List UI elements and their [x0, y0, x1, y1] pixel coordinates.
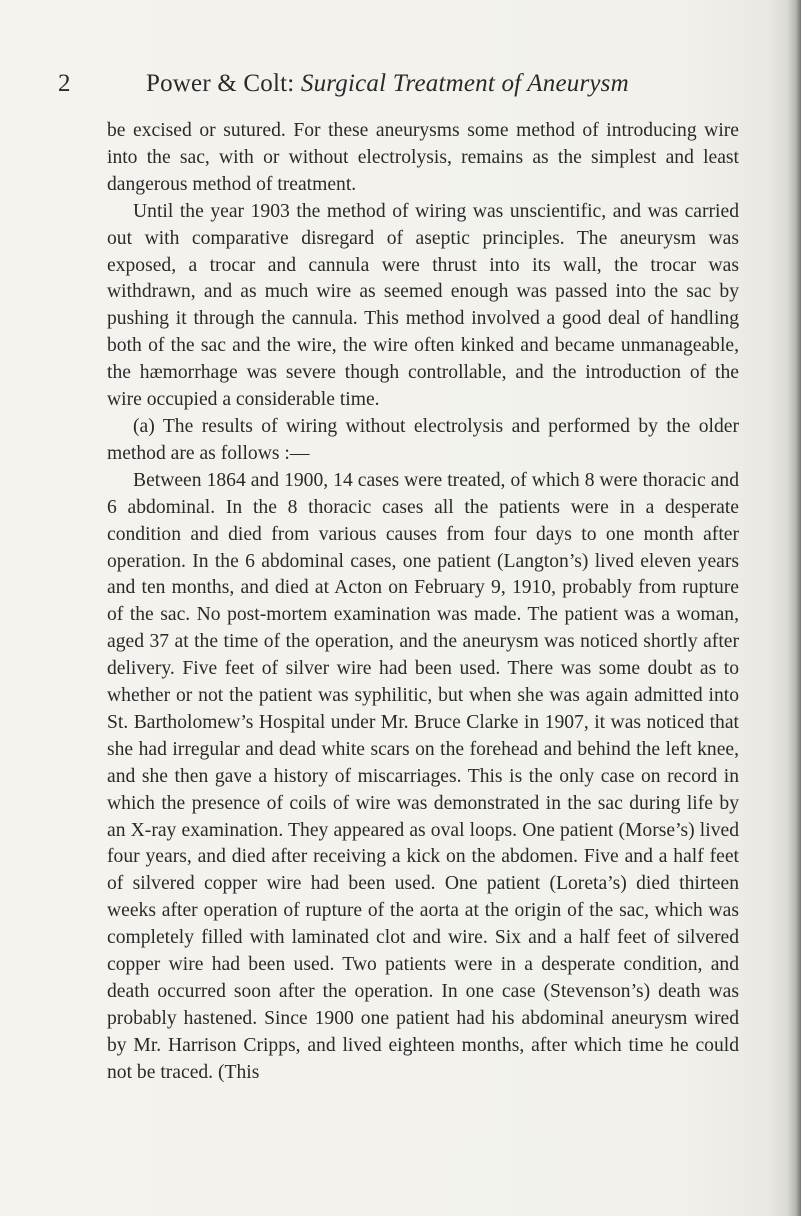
page-header: [58, 70, 758, 110]
paragraph-results-intro: (a) The results of wiring without electrolysis and performed by the older method are as follows :—: [107, 415, 739, 464]
page-edge-shadow: [787, 0, 801, 1216]
running-head-authors: Power & Colt:: [146, 70, 295, 97]
page-number: 2: [58, 70, 71, 97]
body-text: [107, 118, 739, 1087]
running-head-title: Surgical Treatment of Aneurysm: [300, 70, 629, 97]
paragraph-wiring-history: Until the year 1903 the method of wiring was unscientific, and was carried out with comparative disregard of aseptic principles. The aneurysm was exposed, a trocar and cannula were thrust into its wall, the trocar was withdrawn, and as much wire as seemed enough was passed into the sac by pushing it through the cannula. This method involved a good deal of handling both of the sac and the wire, the wire often kinked and became unmanageable, the hæmorrhage was severe though controllable, and the introduction of the wire occupied a considerable time.: [107, 200, 739, 411]
paragraph-continuation: be excised or sutured. For these aneurysms some method of introducing wire into the sac, with or without electrolysis, remains as the simplest and least dangerous method of treatment.: [107, 120, 739, 195]
paragraph-case-results: Between 1864 and 1900, 14 cases were treated, of which 8 were thoracic and 6 abdominal. In the 8 thoracic cases all the patients were in a desperate condition and died from various causes from four days to one month after operation. In the 6 abdominal cases, one patient (Langton’s) lived eleven years and ten months, and died at Acton on February 9, 1910, probably from rupture of the sac. No post-mortem examination was made. The patient was a woman, aged 37 at the time of the operation, and the aneurysm was noticed shortly after delivery. Five feet of silver wire had been used. There was some doubt as to whether or not the patient was syphilitic, but when she was again admitted into St. Bartholomew’s Hospital under Mr. Bruce Clarke in 1907, it was noticed that she had irregular and dead white scars on the forehead and behind the left knee, and she then gave a history of miscarriages. This is the only case on record in which the presence of coils of wire was demonstrated in the sac during life by an X-ray examination. They appeared as oval loops. One patient (Morse’s) lived four years, and died after receiving a kick on the abdomen. Five and a half feet of silvered copper wire had been used. One patient (Loreta’s) died thirteen weeks after operation of rupture of the aorta at the origin of the sac, which was completely filled with laminated clot and wire. Six and a half feet of silvered copper wire had been used. Two patients were in a desperate condition, and death occurred soon after the operation. In one case (Stevenson’s) death was probably hastened. Since 1900 one patient had his abdominal aneurysm wired by Mr. Harrison Cripps, and lived eighteen months, after which time he could not be traced. (This: [107, 469, 739, 1083]
running-head: [146, 70, 629, 98]
